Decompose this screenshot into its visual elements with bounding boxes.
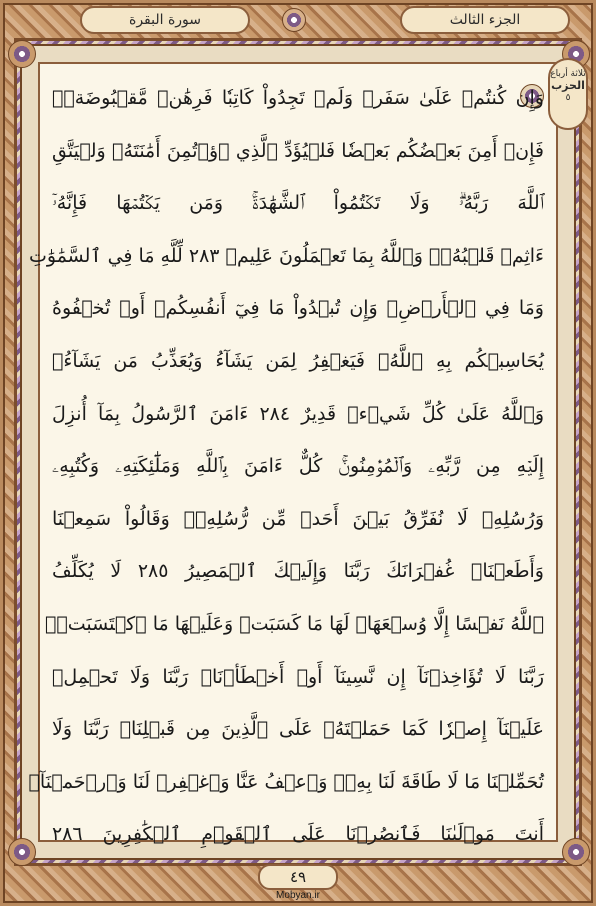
quran-text bbox=[28, 72, 545, 861]
text-line: تُحَمِّلۡنَا مَا لَا طَاقَةَ لَنَا بِهِۦۖ وَٱعۡفُ عَنَّا وَٱغۡفِرۡ لَنَا وَٱرۡحَمۡنَآۚ bbox=[28, 770, 544, 793]
text-line: فَإِنۡ أَمِنَ بَعۡضُكُم بَعۡضٗا فَلۡيُؤَدِّ ٱلَّذِي ٱؤۡتُمِنَ أَمَٰنَتَهُۥ وَلۡيَتَّقِ bbox=[52, 139, 544, 162]
hizb-title: الحزب bbox=[551, 79, 585, 92]
corner-rosette-icon bbox=[8, 40, 36, 68]
page-number: ٤٩ bbox=[258, 864, 338, 890]
watermark: Mobyan.ir bbox=[276, 890, 320, 901]
text-line: ءَاثِمٞ قَلۡبُهُۥۗ وَٱللَّهُ بِمَا تَعۡمَلُونَ عَلِيمٞ ٢٨٣ لِّلَّهِ مَا فِي ٱلسَّمَٰوَٰتِ bbox=[29, 244, 544, 267]
text-line: ٱللَّهَ رَبَّهُۥۗ وَلَا تَكۡتُمُواْ ٱلشَّهَٰدَةَۚ وَمَن يَكۡتُمۡهَا فَإِنَّهُۥٓ bbox=[52, 192, 544, 215]
hizb-number: ٥ bbox=[565, 93, 571, 103]
surah-title: سورة البقرة bbox=[80, 6, 250, 34]
text-line: وَمَا فِي ٱلۡأَرۡضِۗ وَإِن تُبۡدُواْ مَا فِيٓ أَنفُسِكُمۡ أَوۡ تُخۡفُوهُ bbox=[52, 297, 544, 320]
text-line: أَنتَ مَوۡلَىٰنَا فَٱنصُرۡنَا عَلَى ٱلۡقَوۡمِ ٱلۡكَٰفِرِينَ ٢٨٦ bbox=[52, 823, 544, 846]
header-rosette-icon bbox=[282, 8, 306, 32]
text-line: وَإِن كُنتُمۡ عَلَىٰ سَفَرٖ وَلَمۡ تَجِدُواْ كَاتِبٗا فَرِهَٰنٞ مَّقۡبُوضَةٞۖ bbox=[52, 87, 544, 109]
text-line: وَٱللَّهُ عَلَىٰ كُلِّ شَيۡءٖ قَدِيرٌ ٢٨٤ ءَامَنَ ٱلرَّسُولُ بِمَآ أُنزِلَ bbox=[52, 402, 545, 425]
text-line: يُحَاسِبۡكُم بِهِ ٱللَّهُۖ فَيَغۡفِرُ لِمَن يَشَآءُ وَيُعَذِّبُ مَن يَشَآءُۗ bbox=[52, 349, 544, 372]
hizb-marker bbox=[548, 58, 588, 130]
corner-rosette-icon bbox=[562, 838, 590, 866]
text-line: إِلَيۡهِ مِن رَّبِّهِۦ وَٱلۡمُؤۡمِنُونَۚ كُلٌّ ءَامَنَ بِٱللَّهِ وَمَلَٰٓئِكَتِهِۦ وَكُتُبِهِۦ bbox=[52, 455, 544, 478]
text-line: عَلَيۡنَآ إِصۡرٗا كَمَا حَمَلۡتَهُۥ عَلَى ٱلَّذِينَ مِن قَبۡلِنَاۚ رَبَّنَا وَلَا bbox=[52, 718, 544, 741]
juz-title: الجزء الثالث bbox=[400, 6, 570, 34]
page-header bbox=[10, 4, 586, 36]
text-line: رَبَّنَا لَا تُؤَاخِذۡنَآ إِن نَّسِينَآ أَوۡ أَخۡطَأۡنَاۚ رَبَّنَا وَلَا تَحۡمِلۡ bbox=[52, 665, 544, 688]
text-line: ٱللَّهُ نَفۡسًا إِلَّا وُسۡعَهَاۚ لَهَا مَا كَسَبَتۡ وَعَلَيۡهَا مَا ٱكۡتَسَبَتۡۗ bbox=[44, 612, 544, 635]
text-line: وَرُسُلِهِۦ لَا نُفَرِّقُ بَيۡنَ أَحَدٖ مِّن رُّسُلِهِۦۚ وَقَالُواْ سَمِعۡنَا bbox=[52, 507, 544, 530]
hizb-quarter: ثلاثة أرباع bbox=[550, 69, 586, 79]
text-line: وَأَطَعۡنَاۖ غُفۡرَانَكَ رَبَّنَا وَإِلَيۡكَ ٱلۡمَصِيرُ ٢٨٥ لَا يُكَلِّفُ bbox=[52, 560, 544, 583]
corner-rosette-icon bbox=[8, 838, 36, 866]
